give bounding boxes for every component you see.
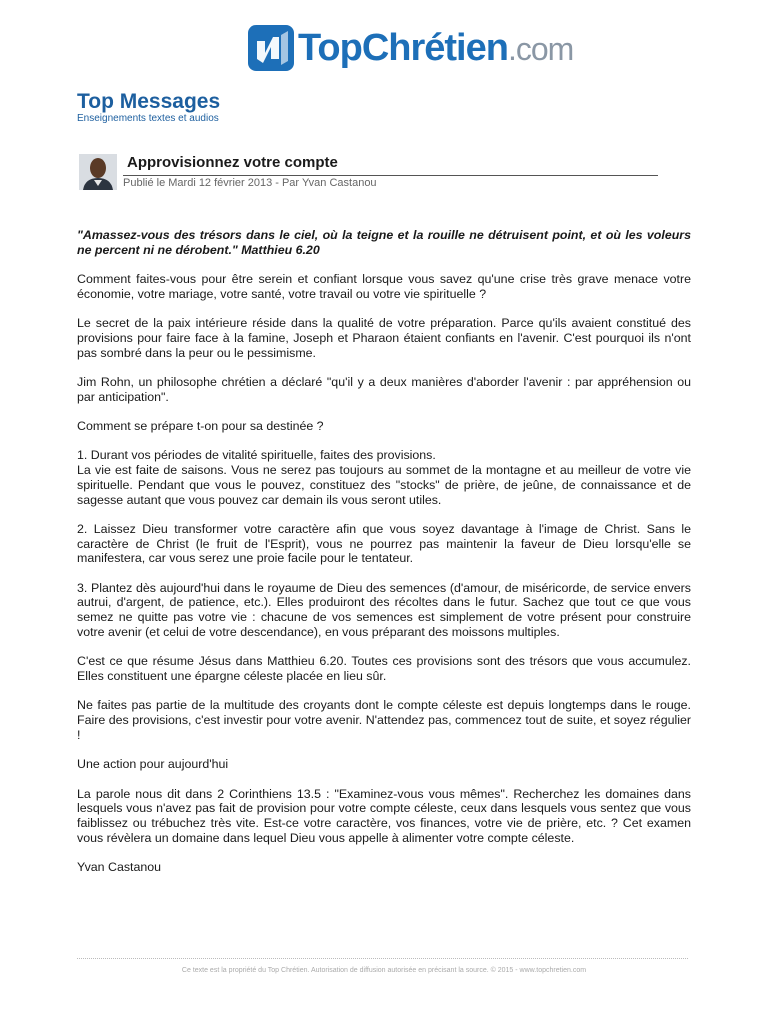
paragraph-warning: Ne faites pas partie de la multitude des croyants dont le compte céleste est depuis longtemps dans le rouge. Faire des provisions, c'est investir pour votre avenir. N'attendez pas, commencez tout de suite, et soyez régulier !	[77, 698, 691, 742]
author-signature: Yvan Castanou	[77, 860, 162, 875]
paragraph-action-heading: Une action pour aujourd'hui	[77, 757, 229, 772]
logo-wordmark	[298, 24, 573, 73]
article-body	[77, 228, 691, 889]
article-byline: Publié le Mardi 12 février 2013 - Par Yvan Castanou	[123, 177, 377, 189]
topchretien-logo-icon	[248, 25, 294, 71]
paragraph-action: La parole nous dit dans 2 Corinthiens 13.5 : "Examinez-vous vous mêmes". Recherchez les domaines dans lesquels vous n'avez pas fait de provision pour votre compte céleste, ceux dans lesquels vous sentez que vous faiblissez ou trébuchez très vite. Est-ce votre caractère, vos finances, votre vie de prière, etc. ? Cet examen vous révèlera un domaine dans lequel Dieu vous appelle à alimenter votre compte céleste.	[77, 786, 691, 845]
logo-top-text: Top	[298, 26, 362, 69]
paragraph-point-1: 1. Durant vos périodes de vitalité spirituelle, faites des provisions. La vie est faite de saisons. Vous ne serez pas toujours au sommet de la montagne et au meilleur de votre vie spirituelle. Pendant que vous le pouvez, constituez des "stocks" de prière, de jeûne, de connaissance et de sagesse autant que vous pouvez car demain ils vous seront utiles.	[77, 448, 691, 507]
section-subtitle: Enseignements textes et audios	[77, 113, 219, 124]
bible-quote: "Amassez-vous des trésors dans le ciel, où la teigne et la rouille ne détruisent point, et où les voleurs ne percent ni ne dérobent." Matthieu 6.20	[77, 228, 691, 257]
paragraph-question: Comment se prépare t-on pour sa destinée ?	[77, 419, 324, 434]
logo-com-text: .com	[507, 30, 574, 67]
paragraph-summary: C'est ce que résume Jésus dans Matthieu 6.20. Toutes ces provisions sont des trésors que vous accumulez. Elles constituent une épargne céleste placée en lieu sûr.	[77, 654, 691, 683]
section-title: Top Messages	[77, 90, 221, 113]
paragraph-intro: Comment faites-vous pour être serein et confiant lorsque vous savez qu'une crise très grave menace votre économie, votre mariage, votre santé, votre travail ou votre vie spirituelle ?	[77, 272, 691, 301]
footer-divider	[77, 958, 688, 959]
paragraph-secret: Le secret de la paix intérieure réside dans la qualité de votre préparation. Parce qu'ils avaient constitué des provisions pour faire face à la famine, Joseph et Pharaon étaient confiants en l'avenir. C'est pourquoi ils n'ont pas sombré dans la peur ou le pessimisme.	[77, 316, 691, 360]
site-logo[interactable]	[248, 24, 573, 72]
paragraph-jim-rohn: Jim Rohn, un philosophe chrétien a déclaré "qu'il y a deux manières d'aborder l'avenir : par appréhension ou par anticipation".	[77, 374, 691, 404]
author-photo	[79, 154, 117, 190]
paragraph-point-3: 3. Plantez dès aujourd'hui dans le royaume de Dieu des semences (d'amour, de miséricorde, de service envers autrui, d'argent, de patience, etc.). Elles produiront des récoltes dans le futur. Sachez que tout ce que vous semez ne quitte pas votre vie : chacune de vos semences est simplement de votre présent pour construire votre avenir (et celui de votre descendance), en vous préparant des moissons multiples.	[77, 580, 691, 639]
title-divider	[123, 175, 658, 176]
footer-copyright: Ce texte est la propriété du Top Chrétien. Autorisation de diffusion autorisée en précisant la source. © 2015 - www.topchretien.com	[181, 967, 587, 974]
article-title: Approvisionnez votre compte	[127, 154, 338, 171]
paragraph-point-2: 2. Laissez Dieu transformer votre caractère afin que vous soyez davantage à l'image de Christ. Sans le caractère de Christ (le fruit de l'Esprit), vous ne pourrez pas maintenir la faveur de Dieu lorsqu'elle se manifestera, car vous serez une proie facile pour le tentateur.	[77, 521, 691, 566]
logo-chretien-text: Chrétien	[361, 26, 508, 69]
author-avatar	[79, 154, 117, 190]
